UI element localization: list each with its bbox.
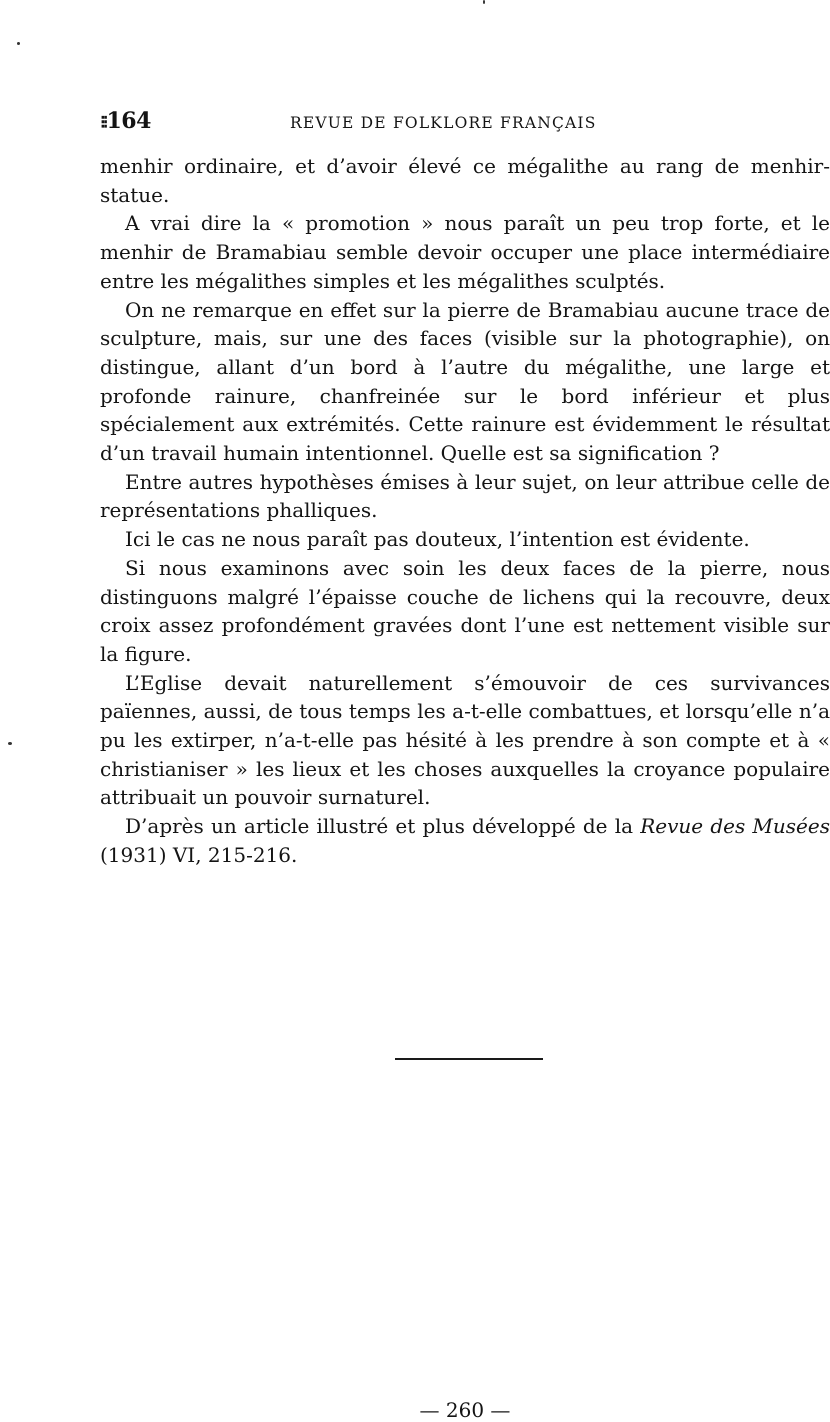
paragraph: A vrai dire la « promotion » nous paraît un peu trop forte, et le menhir de Bramabiau semble devoir occuper une place intermédiaire entre les mégalithes simples et les mégalithes sculptés. <box>100 211 830 293</box>
paragraph: Entre autres hypothèses émises à leur sujet, on leur attribue celle de représentations phalliques. <box>100 469 830 523</box>
running-title: REVUE DE FOLKLORE FRANÇAIS <box>290 114 597 132</box>
scan-speck <box>17 42 20 45</box>
source-paragraph <box>100 812 830 869</box>
print-marks-icon: ⁝⁝ <box>100 112 106 133</box>
paragraph: L’Eglise devait naturellement s’émouvoir de ces survivances païennes, aussi, de tous temps les a-t-elle combattues, et lorsqu’elle n’a pu les extirper, n’a-t-elle pas hésité à les prendre à son compte et à « christianiser » les lieux et les choses auxquelles la croyance populaire attribuait un pouvoir surnaturel. <box>100 670 830 810</box>
paragraph: On ne remarque en effet sur la pierre de Bramabiau aucune trace de sculpture, mais, sur une des faces (visible sur la photographie), on distingue, allant d’un bord à l’autre du mégalithe, une large et profonde rainure, chanfreinée sur le bord inférieur et plus spécialement aux extrémités. Cette rainure est évidemment le résultat d’un travail humain intentionnel. Quelle est sa signification ? <box>100 297 830 466</box>
source-text-after: (1931) VI, 215-216. <box>100 842 298 867</box>
page-folio: — 260 — <box>419 1398 511 1422</box>
page-number <box>100 108 151 134</box>
page-number-value: 164 <box>106 108 151 134</box>
scan-speck <box>8 742 12 745</box>
paragraph: Ici le cas ne nous paraît pas douteux, l’intention est évidente. <box>125 527 750 552</box>
page-header <box>100 108 830 138</box>
journal-title: Revue des Musées <box>640 814 830 839</box>
paragraph: menhir ordinaire, et d’avoir élevé ce mégalithe au rang de menhir-statue. <box>100 154 830 207</box>
source-text-before: D’après un article illustré et plus développé de la <box>125 814 641 839</box>
paragraph: Si nous examinons avec soin les deux faces de la pierre, nous distinguons malgré l’épaisse couche de lichens qui la recouvre, deux croix assez profondément gravées dont l’une est nettement visible sur la figure. <box>100 555 830 666</box>
article-body <box>100 152 830 870</box>
section-end-rule <box>395 1058 543 1060</box>
scan-speck <box>483 0 485 4</box>
